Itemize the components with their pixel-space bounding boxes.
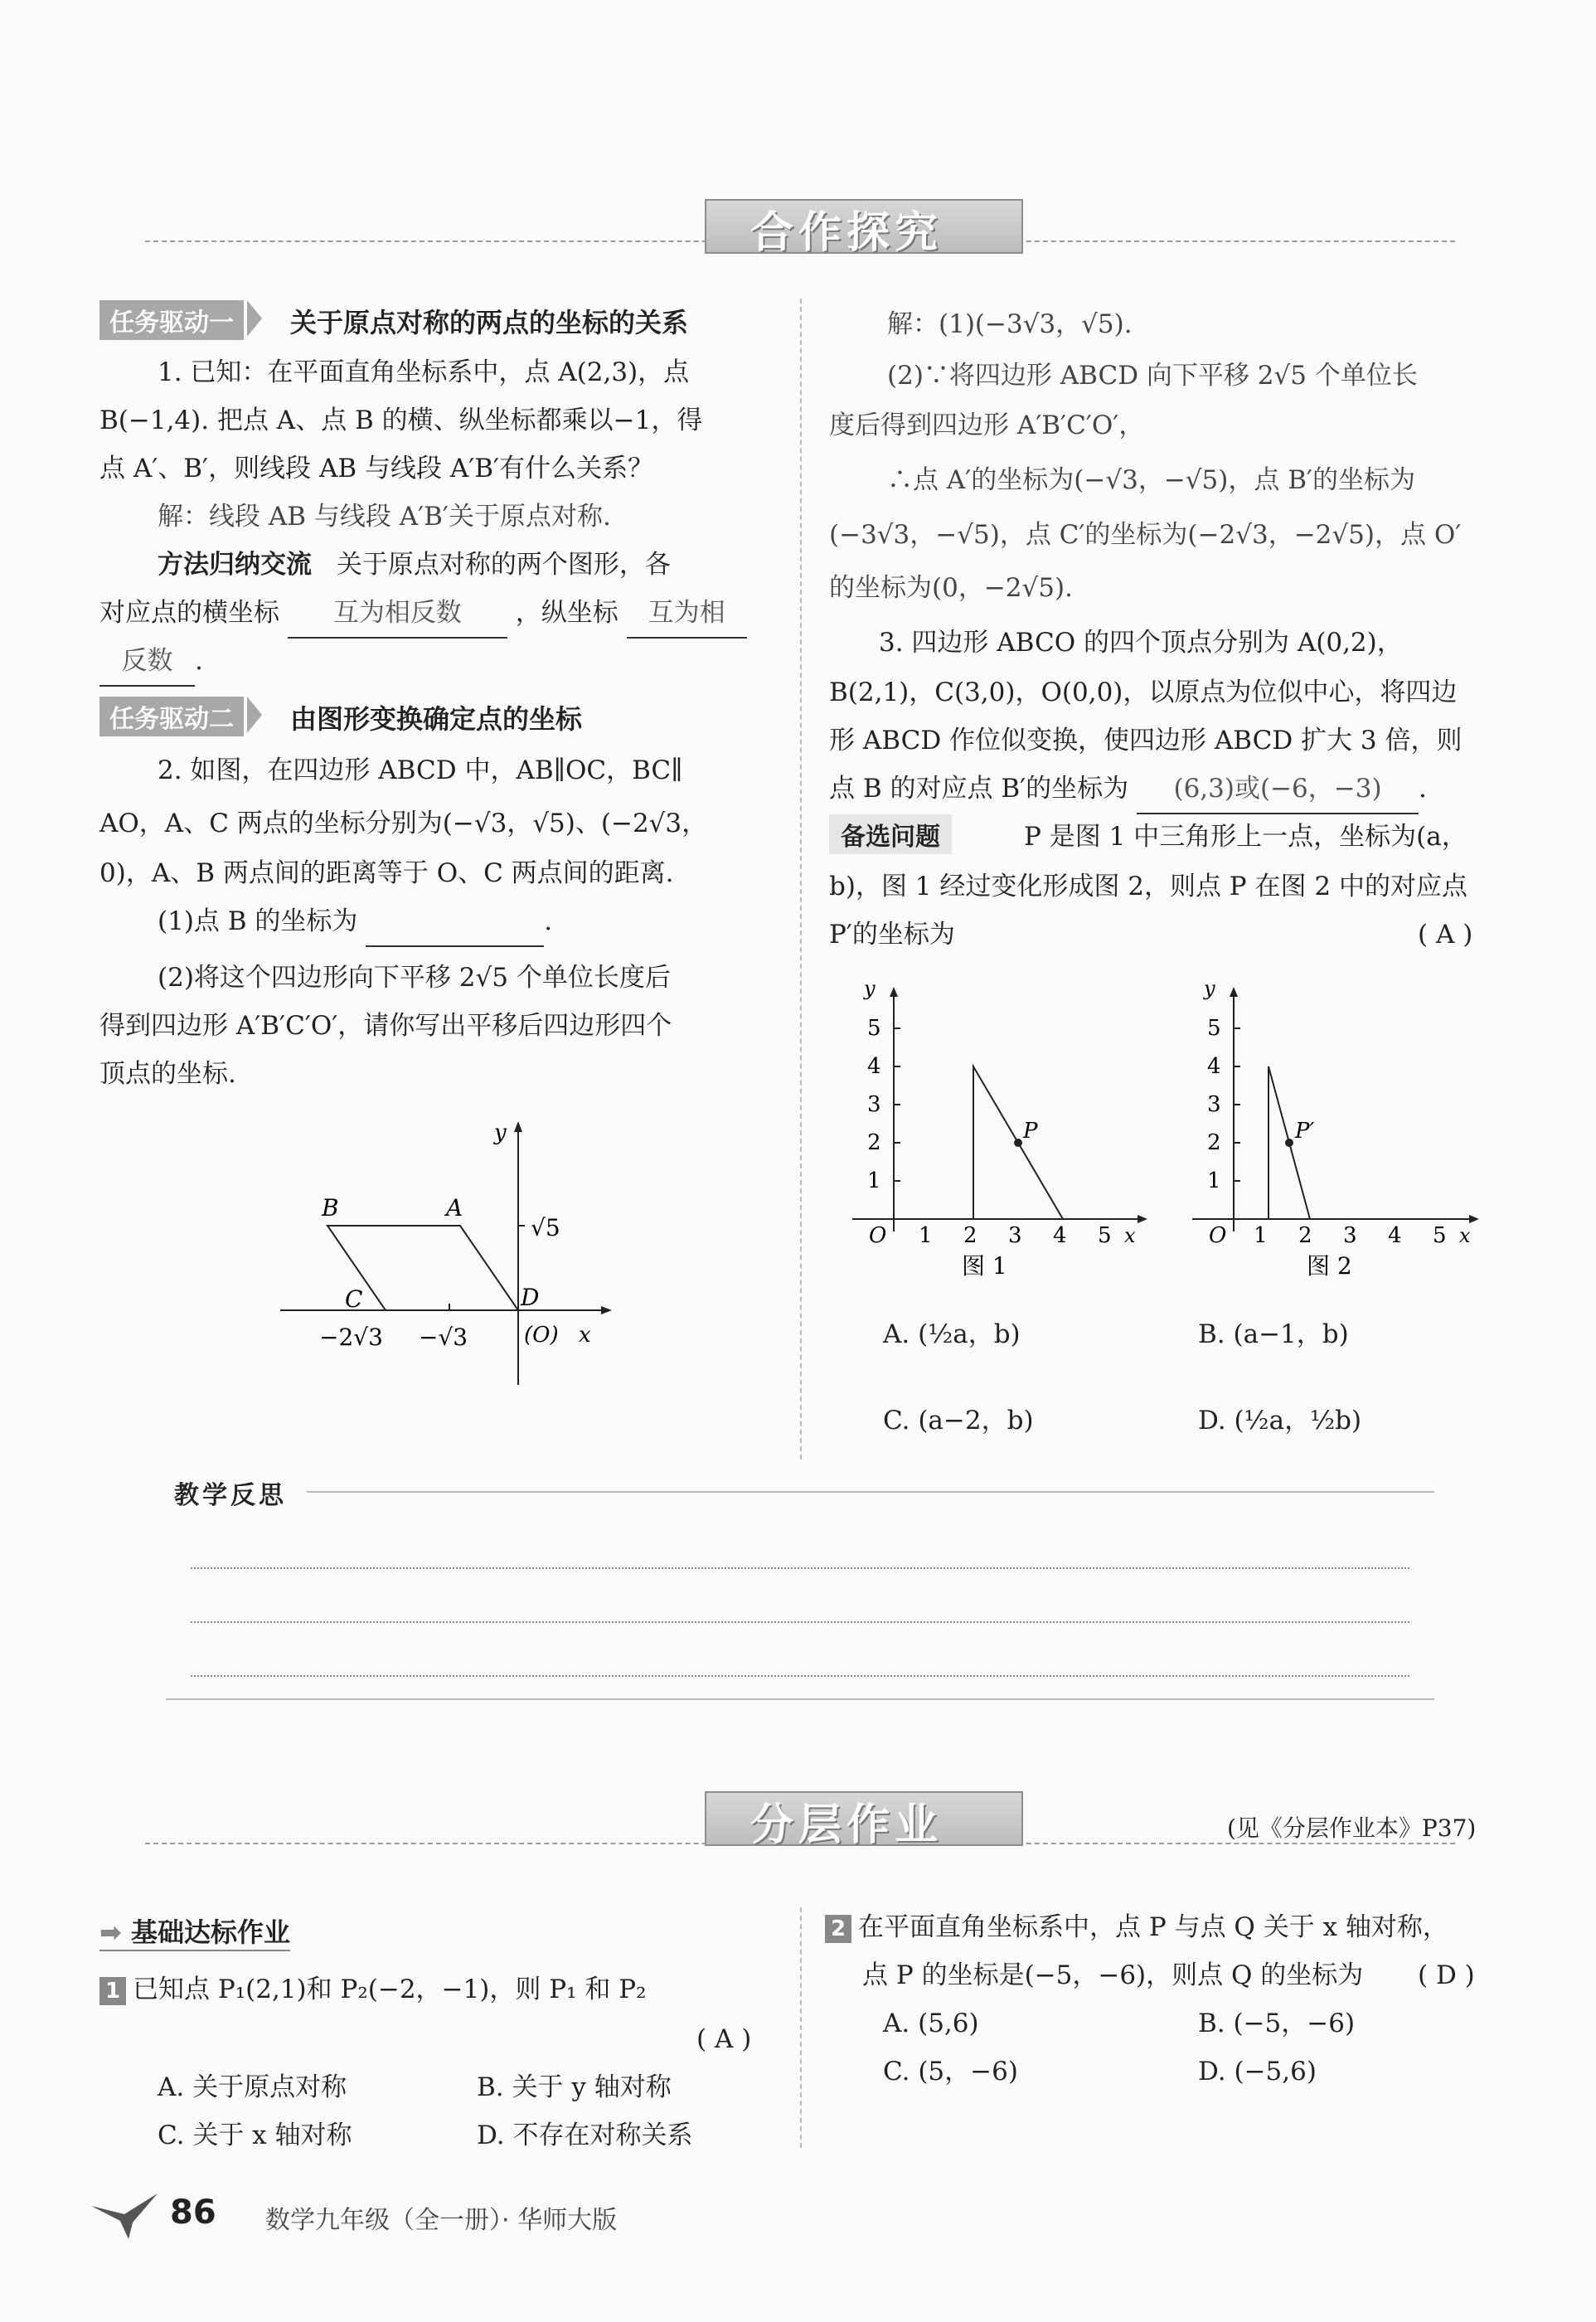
alt-answer: ( A ): [1418, 920, 1473, 950]
hw-q1-option-d[interactable]: D. 不存在对称关系: [477, 2120, 693, 2150]
task2-q-line3: 0)，A、B 两点间的距离等于 O、C 两点间的距离.: [99, 858, 674, 888]
fig-label-A: A: [446, 1194, 463, 1222]
section2-ref: (见《分层作业本》P37): [1227, 1814, 1477, 1842]
column-divider: [800, 299, 802, 1460]
q3-line3: 形 ABCD 作位似变换，使四边形 ABCD 扩大 3 倍，则: [829, 726, 1463, 755]
sol-line6: 的坐标为(0，−2√5).: [829, 573, 1073, 603]
reflection-top-rule: [307, 1491, 1434, 1493]
f1-x-ticks: [919, 1223, 1112, 1248]
f2-x-ticks: [1254, 1223, 1447, 1248]
task2-sub2-line3: 顶点的坐标.: [99, 1059, 236, 1089]
sol-line1: 解：(1)(−3√3，√5).: [887, 309, 1133, 339]
alt-option-c[interactable]: C. (a−2，b): [883, 1406, 1034, 1435]
hw-q2-option-b[interactable]: B. (−5，−6): [1198, 2009, 1356, 2038]
f1-label-P: P: [1023, 1119, 1038, 1144]
fig-y-arrow: [514, 1121, 522, 1132]
svg-text:4: 4: [1388, 1223, 1402, 1248]
hw-column-divider: [800, 1907, 802, 2148]
hw-q2-text1: 在平面直角坐标系中，点 P 与点 Q 关于 x 轴对称，: [858, 1912, 1448, 1942]
reflection-line-1[interactable]: [191, 1567, 1409, 1569]
svg-text:3: 3: [867, 1092, 881, 1117]
f2-y-label: y: [1204, 977, 1215, 1000]
f1-x-label: x: [1124, 1224, 1136, 1247]
f2-y-ticks: [1207, 1016, 1221, 1193]
svg-text:1: 1: [867, 1168, 881, 1193]
task1-q-line1: 1. 已知：在平面直角坐标系中，点 A(2,3)，点: [158, 357, 690, 387]
f1-origin: O: [869, 1223, 887, 1248]
svg-text:1: 1: [919, 1223, 933, 1248]
method-line2-prefix: 对应点的横坐标: [99, 598, 279, 628]
fig-label-neg2sqrt3: −2√3: [319, 1324, 383, 1351]
hw-q1-option-b[interactable]: B. 关于 y 轴对称: [477, 2072, 672, 2102]
fig-label-B: B: [322, 1194, 339, 1222]
svg-text:2: 2: [1298, 1223, 1312, 1248]
task1-answer: 解：线段 AB 与线段 A′B′关于原点对称.: [158, 502, 611, 532]
fig-x-arrow: [601, 1306, 612, 1314]
hw-q1-option-a[interactable]: A. 关于原点对称: [158, 2072, 347, 2102]
alt-line2: b)，图 1 经过变化形成图 2，则点 P 在图 2 中的对应点: [829, 872, 1467, 901]
svg-text:4: 4: [1207, 1054, 1221, 1079]
alt-option-a[interactable]: A. (½a，b): [883, 1319, 1021, 1349]
blank-x-answer[interactable]: 互为相反数: [288, 589, 507, 639]
svg-text:2: 2: [963, 1223, 977, 1248]
reflection-bottom-rule: [166, 1698, 1434, 1700]
alt-line1: P 是图 1 中三角形上一点，坐标为(a，: [1024, 822, 1467, 852]
fig-label-negsqrt3: −√3: [419, 1324, 468, 1351]
sol-line4: ∴点 A′的坐标为(−√3，−√5)，点 B′的坐标为: [887, 465, 1416, 495]
f2-point-P-prime: [1285, 1139, 1293, 1147]
fig-label-sqrt5: √5: [531, 1214, 560, 1241]
svg-text:4: 4: [867, 1054, 881, 1079]
q3-last-prefix: 点 B 的对应点 B′的坐标为: [829, 774, 1129, 804]
method-label: 方法归纳交流: [158, 550, 312, 580]
task1-tag: 任务驱动一: [99, 300, 244, 340]
task2-q-line2: AO，A、C 两点的坐标分别为(−√3，√5)、(−2√3，: [99, 809, 708, 838]
method-line2: [99, 589, 747, 639]
f2-caption: 图 2: [1307, 1252, 1352, 1277]
f2-y-arrow: [1230, 987, 1238, 997]
f1-y-label: y: [864, 977, 876, 1000]
f1-caption: 图 1: [962, 1252, 1007, 1277]
task1-title: 关于原点对称的两点的坐标的关系: [290, 307, 689, 338]
f2-y-tickmarks: [1234, 1028, 1240, 1181]
hw-q1-number: 1: [99, 1977, 126, 2005]
sol-line3: 度后得到四边形 A′B′C′O′，: [829, 410, 1145, 440]
f1-y-arrow: [890, 987, 898, 997]
svg-text:5: 5: [1207, 1016, 1221, 1041]
hw-heading: [99, 1912, 290, 1951]
task2-sub1: [158, 897, 552, 947]
svg-text:5: 5: [1098, 1223, 1112, 1248]
f1-y-tickmarks: [894, 1028, 900, 1181]
alt-line3: P′的坐标为: [829, 920, 955, 950]
fig-label-D: D: [521, 1284, 540, 1311]
alt-option-b[interactable]: B. (a−1，b): [1198, 1319, 1349, 1349]
f1-point-P: [1014, 1139, 1022, 1147]
sub1-end: .: [544, 906, 553, 936]
footer-page-number: 86: [170, 2193, 216, 2232]
fig-label-C: C: [345, 1285, 363, 1313]
section2-title: 分层作业: [750, 1800, 944, 1850]
blank-y-answer-part1[interactable]: 互为相: [627, 589, 747, 639]
q3-line4: [829, 765, 1427, 814]
svg-text:2: 2: [1207, 1130, 1221, 1155]
alt-tag: 备选问题: [829, 814, 952, 854]
task2-title: 由图形变换确定点的坐标: [290, 703, 583, 735]
svg-text:1: 1: [1254, 1223, 1268, 1248]
reflection-label: 教学反思: [174, 1481, 287, 1510]
sol-line5: (−3√3，−√5)，点 C′的坐标为(−2√3，−2√5)，点 O′: [829, 520, 1462, 550]
hw-arrow-icon: ➡: [99, 1916, 122, 1948]
section1-title: 合作探究: [750, 208, 944, 258]
reflection-line-2[interactable]: [191, 1621, 1409, 1623]
hw-q1-answer: ( A ): [696, 2024, 752, 2054]
task2-tag: 任务驱动二: [99, 697, 244, 736]
fig-label-y: y: [494, 1120, 507, 1145]
hw-q2-option-c[interactable]: C. (5，−6): [883, 2057, 1018, 2086]
sub1-blank[interactable]: [366, 897, 544, 947]
parallelogram-figure: [265, 1103, 614, 1401]
method-line1: [158, 541, 671, 589]
hw-q2-line1: [825, 1903, 1448, 1951]
footer-book-title: 数学九年级（全一册）· 华师大版: [265, 2206, 618, 2235]
hw-q1-option-c[interactable]: C. 关于 x 轴对称: [158, 2120, 352, 2150]
task1-q-line2: B(−1,4). 把点 A、点 B 的横、纵坐标都乘以−1，得: [99, 406, 703, 435]
task2-sub2-line2: 得到四边形 A′B′C′O′，请你写出平移后四边形四个: [99, 1011, 672, 1041]
hw-q2-option-a[interactable]: A. (5,6): [883, 2009, 979, 2038]
q3-blank-answer[interactable]: (6,3)或(−6，−3): [1137, 765, 1419, 814]
f2-origin: O: [1209, 1223, 1227, 1248]
hw-q2-answer: ( D ): [1418, 1960, 1475, 1990]
f2-x-arrow: [1469, 1215, 1479, 1223]
svg-text:5: 5: [1433, 1223, 1447, 1248]
svg-text:1: 1: [1207, 1168, 1221, 1193]
f1-x-arrow: [1138, 1215, 1147, 1223]
hw-q2-number: 2: [825, 1915, 851, 1943]
q3-end: .: [1419, 774, 1427, 804]
task2-q-line1: 2. 如图，在四边形 ABCD 中，AB∥OC，BC∥: [158, 755, 683, 785]
svg-text:4: 4: [1053, 1223, 1067, 1248]
fig-label-x: x: [579, 1323, 591, 1348]
hw-q2-option-d[interactable]: D. (−5,6): [1198, 2057, 1317, 2086]
figure-2: [1186, 970, 1492, 1277]
f1-y-ticks: [867, 1016, 881, 1193]
svg-text:5: 5: [867, 1016, 881, 1041]
hw-q2-line2: 点 P 的坐标是(−5，−6)，则点 Q 的坐标为: [862, 1960, 1364, 1990]
blank-y-answer-part2[interactable]: 反数: [99, 637, 195, 687]
method-line2-mid: ，纵坐标: [515, 598, 619, 628]
f2-label-P-prime: P′: [1295, 1119, 1315, 1144]
fig-label-O: (O): [524, 1323, 559, 1348]
task2-sub2-line1: (2)将这个四边形向下平移 2√5 个单位长度后: [158, 963, 671, 993]
svg-text:3: 3: [1008, 1223, 1022, 1248]
task1-q-line3: 点 A′、B′，则线段 AB 与线段 A′B′有什么关系？: [99, 454, 654, 483]
hw-q1-text: 已知点 P₁(2,1)和 P₂(−2，−1)，则 P₁ 和 P₂: [133, 1975, 647, 2004]
hw-q1: [99, 1965, 647, 2014]
alt-option-d[interactable]: D. (½a，½b): [1198, 1406, 1362, 1435]
q3-line1: 3. 四边形 ABCO 的四个顶点分别为 A(0,2)，: [879, 628, 1403, 658]
svg-text:3: 3: [1343, 1223, 1357, 1248]
svg-text:3: 3: [1207, 1092, 1221, 1117]
hw-heading-text: 基础达标作业: [130, 1916, 290, 1948]
method-text: 关于原点对称的两个图形，各: [336, 550, 671, 580]
reflection-line-3[interactable]: [191, 1675, 1409, 1677]
sol-line2: (2)∵将四边形 ABCD 向下平移 2√5 个单位长: [887, 361, 1418, 391]
footer-bird-icon: [91, 2189, 158, 2239]
q3-line2: B(2,1)，C(3,0)，O(0,0)，以原点为位似中心，将四边: [829, 678, 1458, 707]
method-period: .: [195, 646, 203, 676]
f2-x-label: x: [1459, 1224, 1471, 1247]
method-line3: [99, 637, 203, 687]
figure-1: [846, 970, 1152, 1277]
svg-text:2: 2: [867, 1130, 881, 1155]
sub1-text: (1)点 B 的坐标为: [158, 906, 358, 936]
